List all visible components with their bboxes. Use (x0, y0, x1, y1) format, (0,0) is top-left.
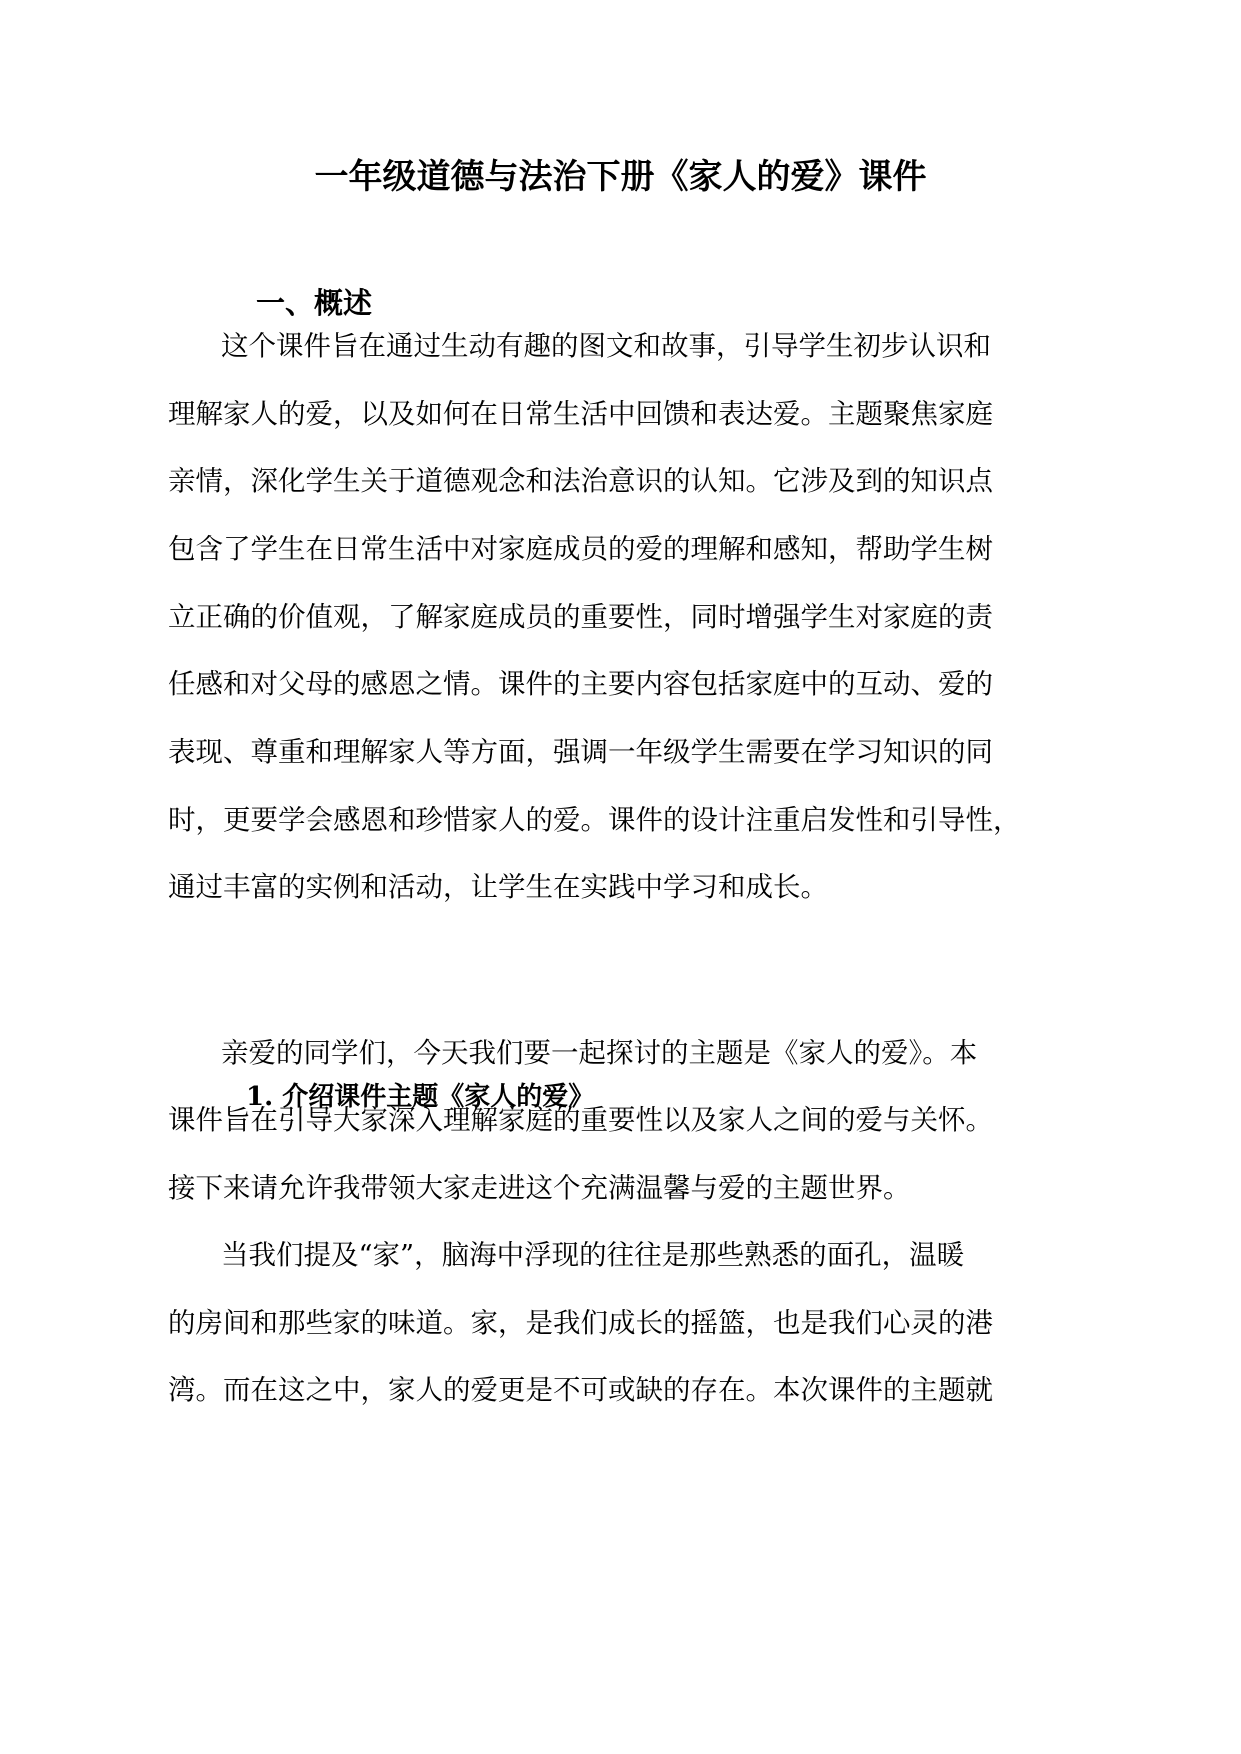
paragraph-line: 理解家人的爱，以及如何在日常生活中回馈和表达爱。主题聚焦家庭 (168, 398, 993, 430)
paragraph-line: 立正确的价值观，了解家庭成员的重要性，同时增强学生对家庭的责 (168, 601, 993, 633)
paragraph-line: 任感和对父母的感恩之情。课件的主要内容包括家庭中的互动、爱的 (168, 668, 993, 700)
section-heading-overview: 一、概述 (256, 286, 373, 320)
paragraph-line: 通过丰富的实例和活动，让学生在实践中学习和成长。 (168, 871, 828, 903)
paragraph-line: 亲爱的同学们，今天我们要一起探讨的主题是《家人的爱》。本 (221, 1037, 978, 1069)
paragraph-line: 包含了学生在日常生活中对家庭成员的爱的理解和感知，帮助学生树 (168, 533, 993, 565)
section-heading-topic-intro: 1. 介绍课件主题《家人的爱》 (246, 1082, 595, 1112)
paragraph-line: 湾。而在这之中，家人的爱更是不可或缺的存在。本次课件的主题就 (168, 1374, 993, 1406)
paragraph-line: 亲情，深化学生关于道德观念和法治意识的认知。它涉及到的知识点 (168, 465, 993, 497)
paragraph-line: 接下来请允许我带领大家走进这个充满温馨与爱的主题世界。 (168, 1172, 911, 1204)
paragraph-line: 的房间和那些家的味道。家，是我们成长的摇篮，也是我们心灵的港 (168, 1307, 993, 1339)
paragraph-line: 这个课件旨在通过生动有趣的图文和故事，引导学生初步认识和 (221, 330, 991, 362)
paragraph-line: 当我们提及“家”，脑海中浮现的往往是那些熟悉的面孔，温暖 (221, 1239, 965, 1271)
paragraph-line: 表现、尊重和理解家人等方面，强调一年级学生需要在学习知识的同 (168, 736, 993, 768)
paragraph-line: 课件旨在引导大家深入理解家庭的重要性以及家人之间的爱与关怀。 (168, 1104, 993, 1136)
paragraph-line: 时，更要学会感恩和珍惜家人的爱。课件的设计注重启发性和引导性， (168, 804, 1021, 836)
document-title: 一年级道德与法治下册《家人的爱》课件 (314, 157, 927, 197)
